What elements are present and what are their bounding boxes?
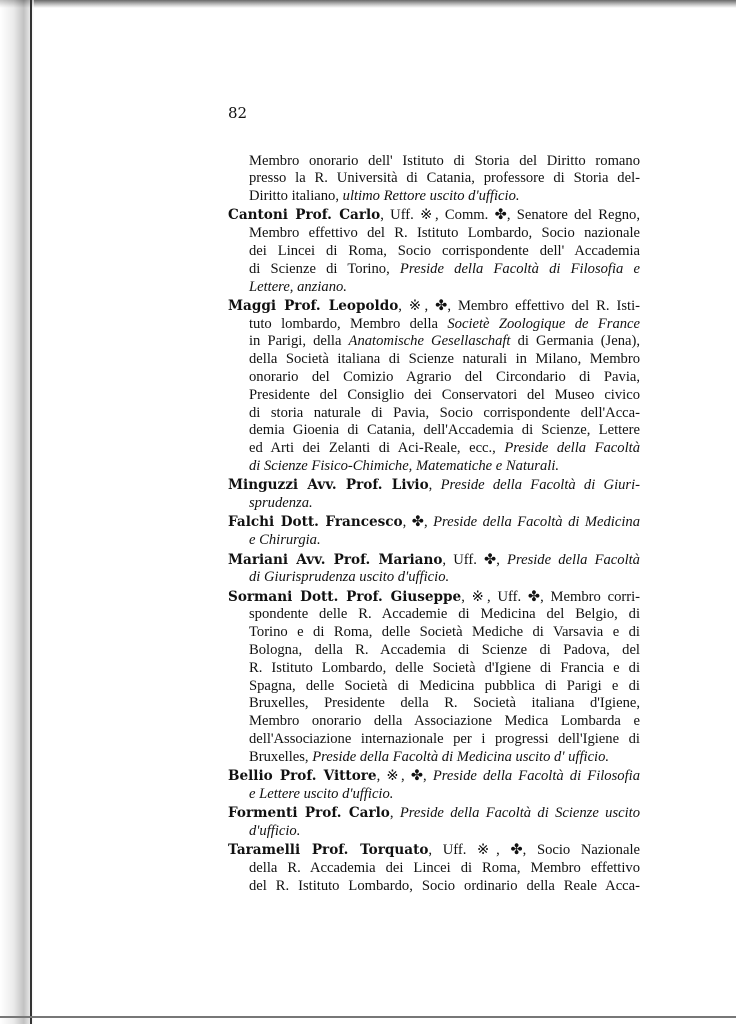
directory-entry <box>228 153 640 206</box>
text-line <box>228 207 640 225</box>
page-number: 82 <box>228 104 248 122</box>
text-line <box>228 405 640 423</box>
text-line <box>228 243 640 261</box>
scan-edge-line <box>30 0 32 1024</box>
text-segment: , ※, ✤, Membro effettivo del R. Isti- <box>398 297 640 314</box>
text-segment: Spagna, delle Società di Medicina pubblica di Parigi e di <box>249 677 640 694</box>
text-line <box>228 731 640 749</box>
text-segment: onorario del Comizio Agrario del Circondario di Pavia, <box>249 369 640 386</box>
text-line <box>228 713 640 731</box>
text-line <box>228 749 640 767</box>
text-segment: ed Arti dei Zelanti di Aci-Reale, ecc., <box>249 440 505 457</box>
text-segment: tuto lombardo, Membro della <box>249 315 448 332</box>
text-segment: , <box>389 805 400 822</box>
text-segment: Diritto italiano, <box>249 188 343 205</box>
person-name: Bellio Prof. Vittore <box>228 768 377 785</box>
text-segment: Bologna, della R. Accademia di Scienze di Padova, del <box>249 642 640 659</box>
directory-entry <box>228 477 640 513</box>
italic-text: di Giurisprudenza uscito d'ufficio. <box>249 569 450 586</box>
text-segment: Membro onorario dell' Istituto di Storia del Diritto romano <box>249 152 640 169</box>
text-segment: spondente delle R. Accademie di Medicina del Belgio, di <box>249 606 640 623</box>
directory-entry <box>228 298 640 476</box>
text-line <box>228 153 640 171</box>
italic-text: e Lettere uscito d'ufficio. <box>249 785 394 802</box>
text-line <box>228 642 640 660</box>
text-segment: Torino e di Roma, delle Società Mediche di Varsavia e di <box>249 624 640 641</box>
text-segment: demia Gioenia di Catania, dell'Accademia di Scienze, Lettere <box>249 422 640 439</box>
italic-text: Preside della Facoltà di Filosofia e <box>399 260 640 277</box>
text-segment: , ※, ✤, <box>376 768 433 785</box>
italic-text: Preside della Facoltà di Scienze uscito <box>399 805 641 822</box>
italic-text: Preside della Facoltà di Medicina <box>433 514 640 531</box>
directory-entry <box>228 589 640 767</box>
text-segment: , ※, Uff. ✤, Membro corri- <box>461 588 640 605</box>
directory-entry <box>228 207 640 296</box>
text-line <box>228 606 640 624</box>
text-line <box>228 624 640 642</box>
text-line <box>228 552 640 570</box>
directory-entry <box>228 552 640 588</box>
text-line <box>228 279 640 297</box>
text-segment: Bruxelles, Presidente della R. Società italiana d'Igiene, <box>249 695 640 712</box>
italic-text: Preside della Facoltà <box>507 551 640 568</box>
text-line <box>228 458 640 476</box>
text-line <box>228 477 640 495</box>
text-segment: di storia naturale di Pavia, Socio corrispondente dell'Acca- <box>249 404 640 421</box>
italic-text: Preside della Facoltà di Filosofia <box>432 768 640 785</box>
directory-entry <box>228 805 640 841</box>
text-segment: della Società italiana di Scienze naturali in Milano, Membro <box>249 351 640 368</box>
text-line <box>228 316 640 334</box>
person-name: Cantoni Prof. Carlo <box>228 207 381 224</box>
text-line <box>228 678 640 696</box>
italic-text: e Chirurgia. <box>249 532 321 549</box>
text-line <box>228 842 640 860</box>
italic-text: di Scienze Fisico-Chimiche, Matematiche e Naturali. <box>249 458 560 475</box>
directory-entry <box>228 842 640 895</box>
text-line <box>228 695 640 713</box>
italic-text: Preside della Facoltà <box>504 440 640 457</box>
text-line <box>228 660 640 678</box>
text-line <box>228 514 640 532</box>
person-name: Maggi Prof. Leopoldo <box>228 297 399 314</box>
italic-text: Societè Zoologique de France <box>447 315 641 332</box>
person-name: Taramelli Prof. Torquato <box>228 842 429 859</box>
text-line <box>228 878 640 896</box>
person-name: Mariani Avv. Prof. Mariano <box>228 551 443 568</box>
text-segment: , Uff. ✤, <box>442 551 508 568</box>
person-name: Sormani Dott. Prof. Giuseppe <box>228 588 462 605</box>
italic-text: sprudenza. <box>249 495 313 512</box>
text-segment: di Germania (Jena), <box>510 333 640 350</box>
text-line <box>228 333 640 351</box>
text-line <box>228 768 640 786</box>
text-line <box>228 225 640 243</box>
italic-text: Preside della Facoltà di Medicina uscito d' ufficio. <box>312 748 610 765</box>
italic-text: Anatomische Gesellaschaft <box>348 333 511 350</box>
scan-border-top <box>0 0 736 8</box>
italic-text: Lettere, anziano. <box>249 278 347 295</box>
text-line <box>228 261 640 279</box>
text-line <box>228 823 640 841</box>
text-line <box>228 387 640 405</box>
text-line <box>228 188 640 206</box>
text-line <box>228 495 640 513</box>
scan-border-left <box>0 0 34 1024</box>
text-line <box>228 298 640 316</box>
text-line <box>228 351 640 369</box>
text-segment: dei Lincei di Roma, Socio corrispondente dell' Accademia <box>249 242 640 259</box>
text-segment: , Uff. ※, Comm. ✤, Senatore del Regno, <box>380 207 640 224</box>
text-segment: R. Istituto Lombardo, delle Società d'Igiene di Francia e di <box>249 659 640 676</box>
text-segment: , ✤, <box>402 514 434 531</box>
italic-text: d'ufficio. <box>249 822 301 839</box>
text-line <box>228 369 640 387</box>
text-segment: presso la R. Università di Catania, professore di Storia del- <box>249 170 640 187</box>
text-line <box>228 589 640 607</box>
person-name: Formenti Prof. Carlo <box>228 805 390 822</box>
text-segment: della R. Accademia dei Lincei di Roma, Membro effettivo <box>249 860 640 877</box>
text-segment: del R. Istituto Lombardo, Socio ordinario della Reale Acca- <box>249 877 640 894</box>
text-segment: in Parigi, della <box>249 333 349 350</box>
person-name: Falchi Dott. Francesco <box>228 514 403 531</box>
text-segment: , <box>428 477 441 494</box>
text-line <box>228 860 640 878</box>
directory-entry <box>228 768 640 804</box>
text-line <box>228 532 640 550</box>
text-segment: dell'Associazione internazionale per i progressi dell'Igiene di <box>249 731 640 747</box>
text-line <box>228 569 640 587</box>
text-segment: , Uff. ※, ✤, Socio Nazionale <box>428 842 640 859</box>
text-line <box>228 786 640 804</box>
text-line <box>228 440 640 458</box>
text-segment: Membro onorario della Associazione Medica Lombarda e <box>249 713 640 730</box>
text-segment: Presidente del Consiglio dei Conservatori del Museo civico <box>249 386 640 403</box>
text-segment: Membro effettivo del R. Istituto Lombardo, Socio nazionale <box>249 225 640 242</box>
person-name: Minguzzi Avv. Prof. Livio <box>228 477 429 494</box>
text-line <box>228 422 640 440</box>
text-line <box>228 170 640 188</box>
text-line <box>228 805 640 823</box>
directory-entry <box>228 514 640 550</box>
body-text <box>228 151 640 896</box>
text-segment: di Scienze di Torino, <box>249 260 400 277</box>
italic-text: ultimo Rettore uscito d'ufficio. <box>342 188 520 205</box>
scan-border-bottom <box>0 1016 736 1018</box>
italic-text: Preside della Facoltà di Giuri- <box>440 477 641 494</box>
text-segment: Bruxelles, <box>249 748 313 765</box>
